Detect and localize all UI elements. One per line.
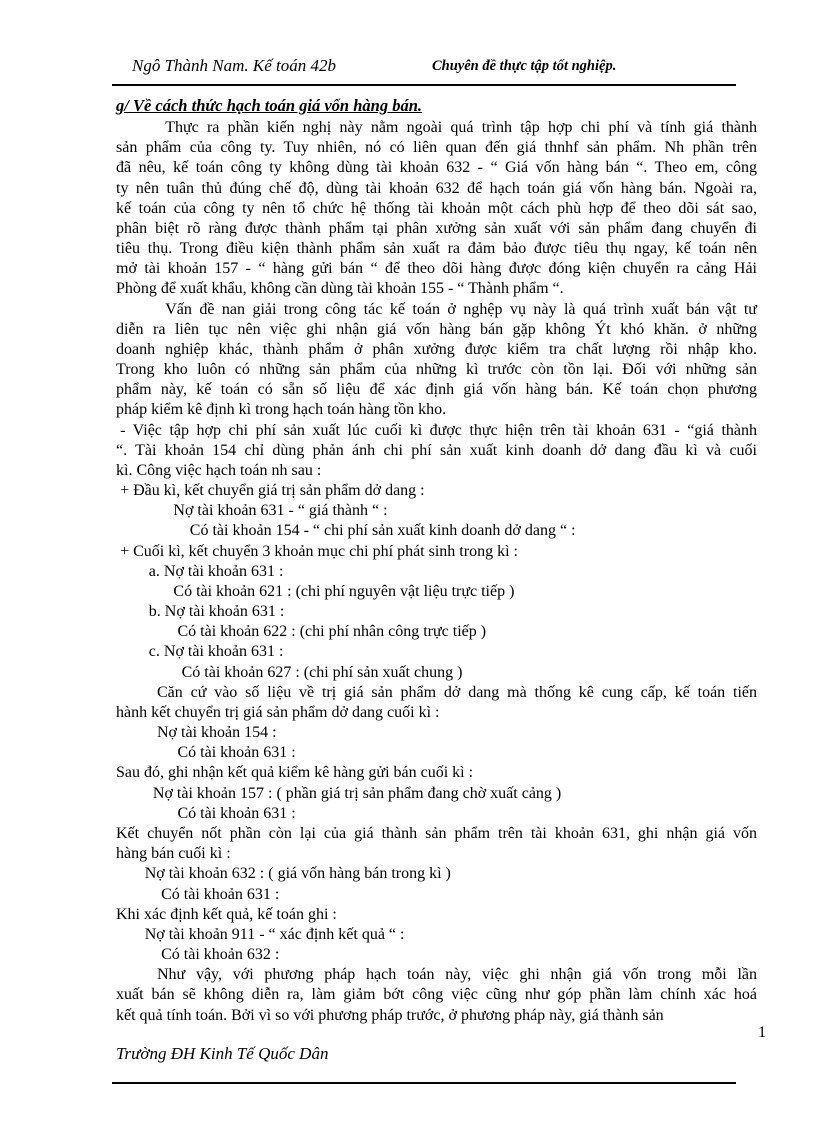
text-line: Như vậy, với phương pháp hạch toán này, việc ghi nhận giá vốn trong mỗi lần [157,966,757,984]
text-line: a. Nợ tài khoản 631 : [148,562,284,580]
text-line: mở tài khoản 157 - “ hàng gửi bán “ để theo dõi hàng được đóng kiện chuyển ra cảng Hải [116,260,757,278]
text-line: kết quả tính toán. Bởi vì so với phương pháp trước, ở phương pháp này, giá thành sản [116,1006,664,1024]
text-line: Có tài khoản 622 : (chi phí nhân công trực tiếp ) [177,623,487,641]
text-line: + Đầu kì, kết chuyển giá trị sản phẩm dở dang : [120,482,425,500]
text-line: Có tài khoản 632 : [161,946,280,963]
text-line: Nợ tài khoản 631 - “ giá thành “ : [173,502,388,520]
page-number: 1 [758,1024,766,1041]
text-line: kế toán của công ty nên tổ chức hệ thống tài khoản một cách phù hợp để theo dõi sát sao, [116,199,757,217]
text-line: Kết chuyển nốt phần còn lại của giá thành sản phẩm trên tài khoản 631, ghi nhận giá vốn [116,825,757,842]
text-line: ty nên tuân thủ đúng chế độ, dùng tài khoản 632 để hạch toán giá vốn hàng bán. Ngoài ra, [116,179,757,197]
text-line: Phòng để xuất khẩu, không cần dùng tài khoản 155 - “ Thành phẩm “. [116,280,564,298]
text-line: Nợ tài khoản 632 : ( giá vốn hàng bán trong kì ) [144,865,451,883]
text-line: Vấn đề nan giải trong công tác kế toán ở nghệp vụ này là quá trình xuất bán vật tư [165,300,757,318]
text-line: Có tài khoản 631 : [177,744,296,762]
text-line: “. Tài khoản 154 chỉ dùng phản ánh chi phí sản xuất kinh doanh dở dang đầu kì và cuối [116,441,757,459]
text-line: c. Nợ tài khoản 631 : [148,643,284,661]
text-line: Nợ tài khoản 911 - “ xác định kết quả “ : [144,925,405,943]
text-line: b. Nợ tài khoản 631 : [148,603,285,621]
text-line: Thực ra phần kiến nghị này nằm ngoài quá trình tập hợp chi phí và tính giá thành [165,119,757,136]
header-title: Chuyên đề thực tập tốt nghiệp. [432,58,617,74]
text-line: hành kết chuyển trị giá sản phẩm dở dang cuối kì : [116,703,440,721]
text-line: Có tài khoản 621 : (chi phí nguyên vật liệu trực tiếp ) [173,582,515,600]
text-line: tiêu thụ. Trong điều kiện thành phẩm sản xuất ra đảm bảo được tiêu thụ ngay, kế toán nên [116,240,757,257]
text-line: Căn cứ vào số liệu về trị giá sản phẩm dở dang mà thống kê cung cấp, kế toán tiến [157,683,757,701]
text-line: doanh nghiệp khác, thành phẩm ở phân xưởng được kiểm tra chất lượng rồi nhập kho. [116,340,757,358]
text-line: Khi xác định kết quả, kế toán ghi : [116,905,337,923]
section-heading: g/ Về cách thức hạch toán giá vốn hàng bán. [116,96,423,115]
header-author: Ngô Thành Nam. Kế toán 42b [132,56,337,75]
text-line: Trong kho luôn có những sản phẩm của những kì trước còn tồn lại. Đối với những sản [116,361,757,378]
text-line: Nợ tài khoản 154 : [157,724,277,742]
text-line: Có tài khoản 631 : [161,885,280,903]
text-line: kì. Công việc hạch toán nh sau : [116,461,322,479]
header-divider [112,84,736,86]
text-line: Có tài khoản 627 : (chi phí sản xuất chung ) [181,663,463,681]
text-line: phẩm này, kế toán có sẵn số liệu để xác định giá vốn hàng bán. Kế toán chọn phương [116,381,757,399]
text-line: phân biệt rõ ràng được thành phẩm tại phân xưởng sản xuất với sản phẩm đang chuyển đi [116,219,757,237]
text-line: pháp kiểm kê định kì trong hạch toán hàng tồn kho. [116,401,447,419]
footer-text: Trường ĐH Kinh Tế Quốc Dân [116,1044,329,1063]
text-line: đã nêu, kế toán công ty không dùng tài khoản 632 - “ Giá vốn hàng bán “. Theo em, công [116,159,757,177]
text-line: - Việc tập hợp chi phí sản xuất lúc cuối kì được thực hiện trên tài khoản 631 - “giá thành [120,421,757,439]
footer-divider [112,1082,736,1084]
text-line: xuất bán sẽ không diễn ra, làm giảm bớt công việc cũng như góp phần làm chính xác hoá [116,986,757,1004]
text-line: Nợ tài khoản 157 : ( phần giá trị sản phẩm đang chờ xuất cảng ) [152,784,562,802]
text-line: + Cuối kì, kết chuyển 3 khoản mục chi phí phát sinh trong kì : [120,542,518,560]
text-line: sản phẩm của công ty. Tuy nhiên, nó có liên quan đến giá thnhf sản phẩm. Nh phần trên [116,139,757,157]
text-line: diễn ra liên tục nên việc ghi nhận giá vốn hàng bán gặp không Ýt khó khăn. ở những [116,320,757,338]
text-line: Có tài khoản 154 - “ chi phí sản xuất kinh doanh dở dang “ : [189,522,576,540]
text-line: hàng bán cuối kì : [116,845,231,863]
text-line: Sau đó, ghi nhận kết quả kiểm kê hàng gửi bán cuối kì : [116,764,474,782]
text-line: Có tài khoản 631 : [177,804,296,822]
